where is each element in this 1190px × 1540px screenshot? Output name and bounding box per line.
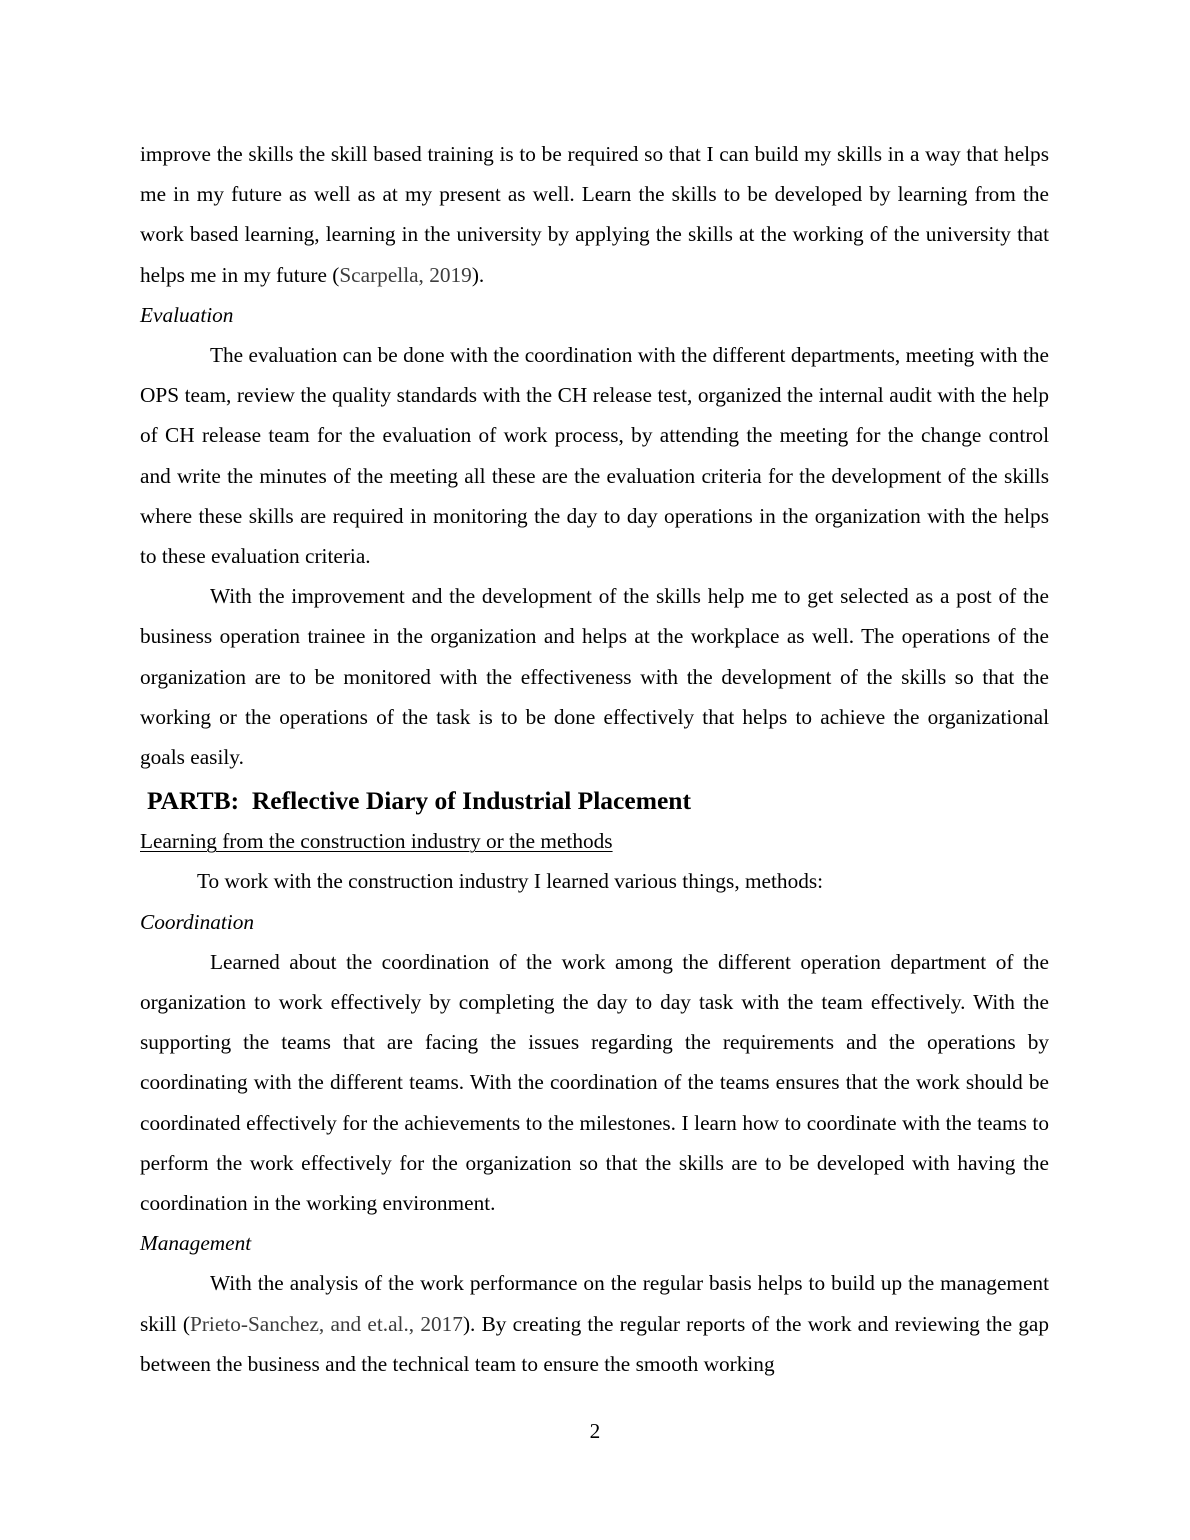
page-body	[140, 134, 1049, 1384]
paragraph-coordination: Learned about the coordination of the work among the different operation department of the organization to work effectively by completing the day to day task with the team effectively. With the supporting the teams that are facing the issues regarding the requirements and the operations by coordinating with the different teams. With the coordination of the teams ensures that the work should be coordinated effectively for the achievements to the milestones. I learn how to coordinate with the teams to perform the work effectively for the organization so that the skills are to be developed with having the coordination in the working environment.	[140, 949, 1049, 1216]
paragraph-skills-training-end: ).	[471, 262, 485, 287]
paragraph-management-end: ). By creating the regular reports of the work and reviewing the gap between the business and the technical team to ensure the smooth working	[140, 1311, 1049, 1376]
citation-scarpella: Scarpella, 2019	[339, 262, 472, 287]
paragraph-management	[140, 1263, 1049, 1384]
citation-prieto-sanchez: Prieto-Sanchez, and et.al., 2017	[190, 1311, 463, 1336]
section-heading-coordination: Coordination	[140, 909, 254, 934]
paragraph-evaluation: The evaluation can be done with the coordination with the different departments, meeting with the OPS team, review the quality standards with the CH release test, organized the internal audit with the help of CH release team for the evaluation of work process, by attending the meeting for the change control and write the minutes of the meeting all these are the evaluation criteria for the development of the skills where these skills are required in monitoring the day to day operations in the organization with the helps to these evaluation criteria.	[140, 343, 1049, 569]
paragraph-skills-training	[140, 134, 1049, 295]
part-b-heading: PARTB: Reflective Diary of Industrial Placement	[147, 786, 691, 816]
section-heading-evaluation: Evaluation	[140, 302, 234, 327]
paragraph-management-text: With the analysis of the work performance on the regular basis helps to build up the management skill (	[140, 1271, 1049, 1336]
paragraph-skills-training-text: improve the skills the skill based training is to be required so that I can build my skills in a way that helps me in my future as well as at my present as well. Learn the skills to be developed by learning from the work based learning, learning in the university by applying the skills at the working of the university that helps me in my future (	[140, 142, 1049, 287]
paragraph-construction-intro: To work with the construction industry I learned various things, methods:	[197, 869, 824, 894]
learning-subheading-text: Learning from the construction industry or the methods	[140, 829, 613, 854]
learning-subheading	[140, 821, 1049, 861]
section-heading-management: Management	[140, 1231, 252, 1256]
paragraph-improvement: With the improvement and the development of the skills help me to get selected as a post of the business operation trainee in the organization and helps at the workplace as well. The operations of the organization are to be monitored with the effectiveness with the development of the skills so that the working or the operations of the task is to be done effectively that helps to achieve the organizational goals easily.	[140, 584, 1049, 770]
page-number: 2	[589, 1419, 601, 1443]
